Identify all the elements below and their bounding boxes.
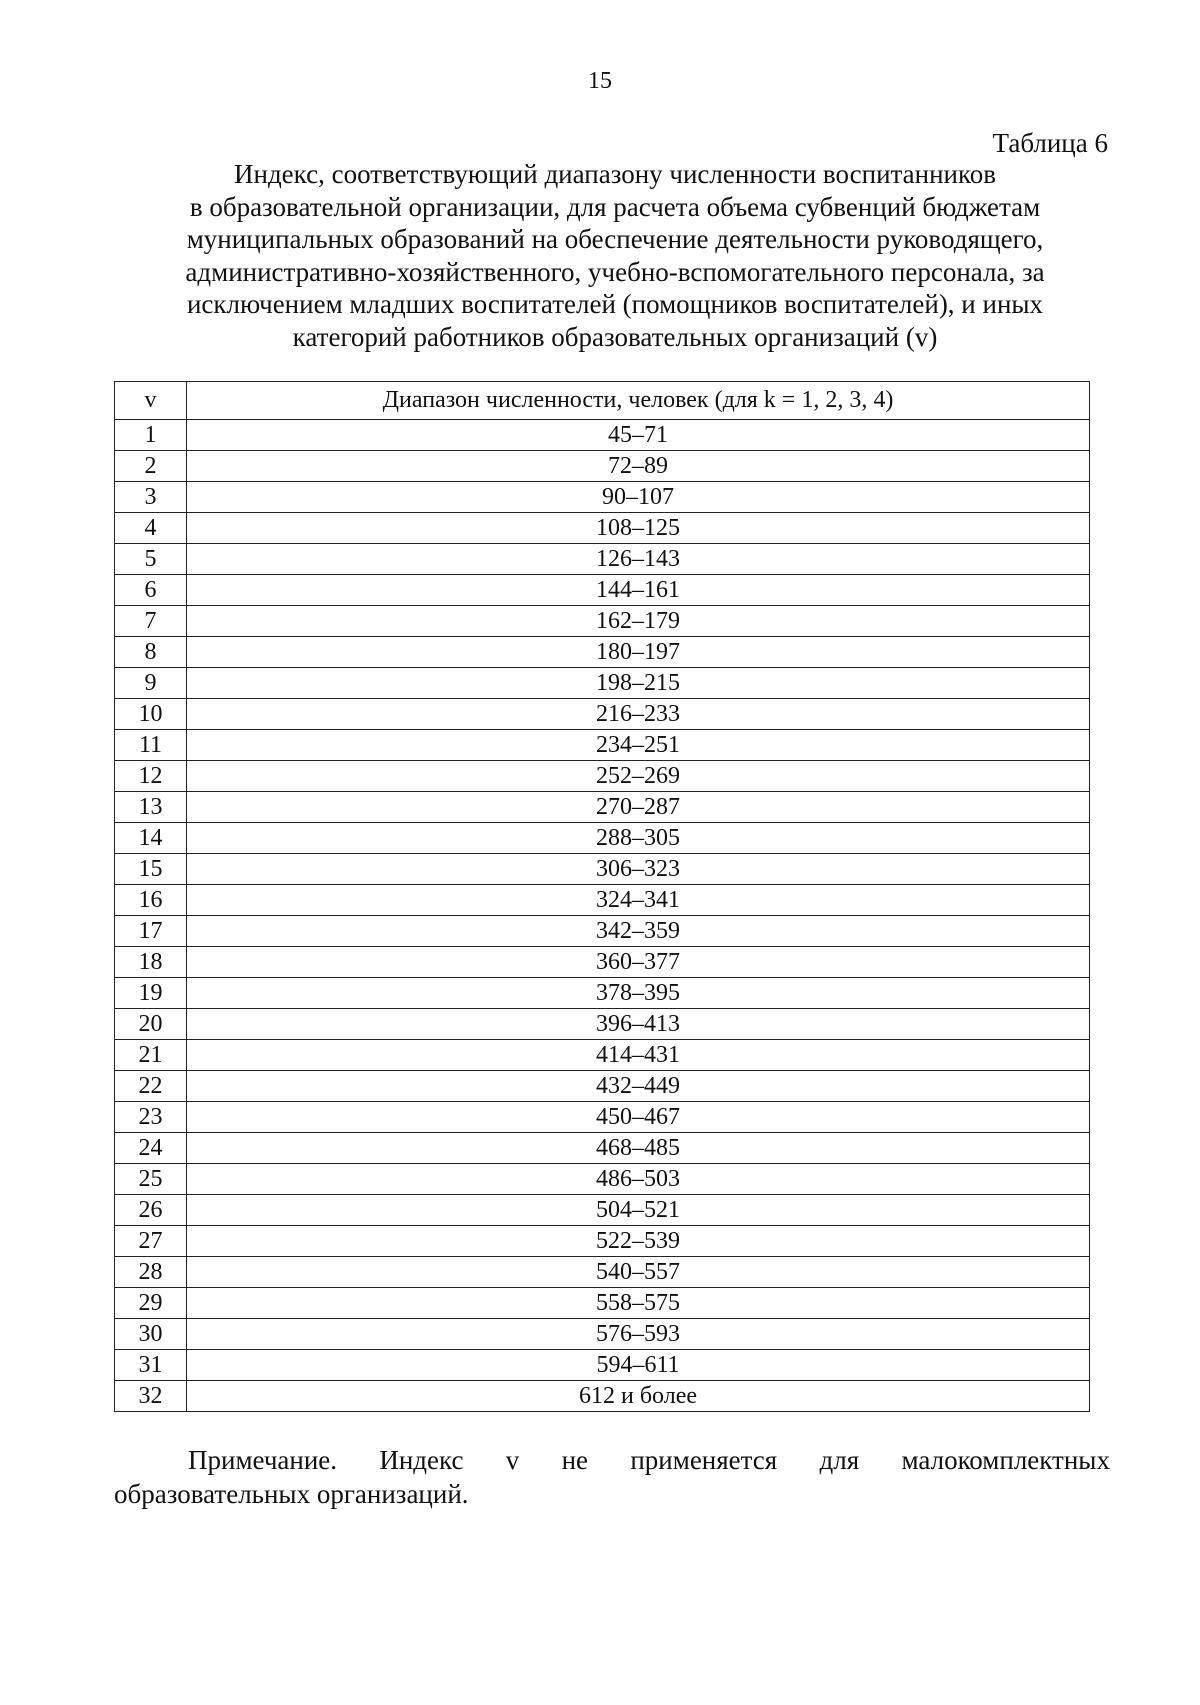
cell-range: 45–71 bbox=[187, 420, 1090, 451]
cell-range: 558–575 bbox=[187, 1288, 1090, 1319]
table-row bbox=[115, 792, 1090, 823]
cell-v: 9 bbox=[115, 668, 187, 699]
table-row bbox=[115, 854, 1090, 885]
cell-v: 19 bbox=[115, 978, 187, 1009]
table-row bbox=[115, 947, 1090, 978]
table-row bbox=[115, 823, 1090, 854]
table-row bbox=[115, 699, 1090, 730]
title-line: категорий работников образовательных организаций (v) bbox=[292, 321, 938, 352]
cell-range: 486–503 bbox=[187, 1164, 1090, 1195]
cell-range: 198–215 bbox=[187, 668, 1090, 699]
cell-v: 16 bbox=[115, 885, 187, 916]
cell-range: 144–161 bbox=[187, 575, 1090, 606]
table-title bbox=[115, 158, 1115, 353]
cell-v: 18 bbox=[115, 947, 187, 978]
title-line: административно-хозяйственного, учебно-вспомогательного персонала, за bbox=[185, 256, 1045, 287]
cell-range: 90–107 bbox=[187, 482, 1090, 513]
table-row bbox=[115, 1071, 1090, 1102]
table-row bbox=[115, 1040, 1090, 1071]
cell-v: 27 bbox=[115, 1226, 187, 1257]
table-row bbox=[115, 730, 1090, 761]
table-row bbox=[115, 637, 1090, 668]
table-row bbox=[115, 1133, 1090, 1164]
header-v: v bbox=[115, 382, 187, 420]
table-row bbox=[115, 761, 1090, 792]
table-row bbox=[115, 1164, 1090, 1195]
cell-v: 13 bbox=[115, 792, 187, 823]
table-row bbox=[115, 575, 1090, 606]
cell-v: 10 bbox=[115, 699, 187, 730]
cell-range: 504–521 bbox=[187, 1195, 1090, 1226]
cell-range: 252–269 bbox=[187, 761, 1090, 792]
table-row bbox=[115, 916, 1090, 947]
note-word: для bbox=[819, 1445, 860, 1475]
title-line: в образовательной организации, для расчета объема субвенций бюджетам bbox=[189, 191, 1041, 222]
cell-range: 234–251 bbox=[187, 730, 1090, 761]
cell-range: 162–179 bbox=[187, 606, 1090, 637]
table-body bbox=[115, 420, 1090, 1412]
cell-range: 432–449 bbox=[187, 1071, 1090, 1102]
cell-v: 23 bbox=[115, 1102, 187, 1133]
table-row bbox=[115, 544, 1090, 575]
cell-v: 26 bbox=[115, 1195, 187, 1226]
table-row bbox=[115, 1381, 1090, 1412]
cell-range: 522–539 bbox=[187, 1226, 1090, 1257]
cell-v: 24 bbox=[115, 1133, 187, 1164]
table-row bbox=[115, 1350, 1090, 1381]
cell-range: 540–557 bbox=[187, 1257, 1090, 1288]
cell-range: 216–233 bbox=[187, 699, 1090, 730]
cell-v: 3 bbox=[115, 482, 187, 513]
cell-range: 288–305 bbox=[187, 823, 1090, 854]
cell-range: 378–395 bbox=[187, 978, 1090, 1009]
cell-range: 576–593 bbox=[187, 1319, 1090, 1350]
note-word: не bbox=[561, 1445, 589, 1475]
table-row bbox=[115, 513, 1090, 544]
cell-range: 324–341 bbox=[187, 885, 1090, 916]
table-row bbox=[115, 668, 1090, 699]
note-word: малокомплектных bbox=[901, 1445, 1110, 1475]
cell-v: 31 bbox=[115, 1350, 187, 1381]
cell-v: 8 bbox=[115, 637, 187, 668]
cell-v: 11 bbox=[115, 730, 187, 761]
table-row bbox=[115, 885, 1090, 916]
cell-v: 29 bbox=[115, 1288, 187, 1319]
table-row bbox=[115, 978, 1090, 1009]
note-word: Примечание. bbox=[188, 1445, 338, 1475]
table-row bbox=[115, 482, 1090, 513]
title-line: исключением младших воспитателей (помощников воспитателей), и иных bbox=[186, 289, 1044, 319]
table-row bbox=[115, 1009, 1090, 1040]
cell-range: 270–287 bbox=[187, 792, 1090, 823]
title-line: муниципальных образований на обеспечение деятельности руководящего, bbox=[186, 224, 1044, 254]
table-row bbox=[115, 606, 1090, 637]
cell-v: 4 bbox=[115, 513, 187, 544]
cell-range: 360–377 bbox=[187, 947, 1090, 978]
cell-v: 21 bbox=[115, 1040, 187, 1071]
note-word: Индекс bbox=[379, 1445, 464, 1475]
cell-range: 108–125 bbox=[187, 513, 1090, 544]
cell-v: 12 bbox=[115, 761, 187, 792]
cell-v: 25 bbox=[115, 1164, 187, 1195]
cell-v: 30 bbox=[115, 1319, 187, 1350]
cell-range: 72–89 bbox=[187, 451, 1090, 482]
cell-range: 594–611 bbox=[187, 1350, 1090, 1381]
cell-v: 28 bbox=[115, 1257, 187, 1288]
table-row bbox=[115, 1319, 1090, 1350]
table-row bbox=[115, 1226, 1090, 1257]
cell-range: 468–485 bbox=[187, 1133, 1090, 1164]
cell-v: 22 bbox=[115, 1071, 187, 1102]
cell-range: 396–413 bbox=[187, 1009, 1090, 1040]
cell-range: 414–431 bbox=[187, 1040, 1090, 1071]
table-label: Таблица 6 bbox=[992, 128, 1108, 158]
cell-v: 14 bbox=[115, 823, 187, 854]
cell-v: 20 bbox=[115, 1009, 187, 1040]
page-number: 15 bbox=[588, 68, 612, 94]
note-word: применяется bbox=[630, 1445, 778, 1475]
header-range: Диапазон численности, человек (для k = 1, 2, 3, 4) bbox=[187, 382, 1090, 420]
note bbox=[114, 1443, 1110, 1511]
cell-range: 306–323 bbox=[187, 854, 1090, 885]
table-row bbox=[115, 1195, 1090, 1226]
table-row bbox=[115, 1257, 1090, 1288]
cell-range: 180–197 bbox=[187, 637, 1090, 668]
table-row bbox=[115, 451, 1090, 482]
cell-range: 126–143 bbox=[187, 544, 1090, 575]
cell-v: 32 bbox=[115, 1381, 187, 1412]
cell-v: 5 bbox=[115, 544, 187, 575]
index-table bbox=[114, 381, 1090, 1412]
cell-range: 342–359 bbox=[187, 916, 1090, 947]
cell-v: 2 bbox=[115, 451, 187, 482]
cell-v: 7 bbox=[115, 606, 187, 637]
note-word: v bbox=[505, 1445, 520, 1475]
table-row bbox=[115, 420, 1090, 451]
title-line: Индекс, соответствующий диапазону численности воспитанников bbox=[234, 159, 996, 189]
cell-v: 15 bbox=[115, 854, 187, 885]
table-header-row bbox=[115, 382, 1090, 420]
cell-v: 1 bbox=[115, 420, 187, 451]
cell-range: 612 и более bbox=[187, 1381, 1090, 1412]
note-line-1 bbox=[114, 1443, 1110, 1477]
cell-range: 450–467 bbox=[187, 1102, 1090, 1133]
table-row bbox=[115, 1102, 1090, 1133]
table-row bbox=[115, 1288, 1090, 1319]
cell-v: 17 bbox=[115, 916, 187, 947]
note-line-2: образовательных организаций. bbox=[114, 1479, 469, 1509]
cell-v: 6 bbox=[115, 575, 187, 606]
